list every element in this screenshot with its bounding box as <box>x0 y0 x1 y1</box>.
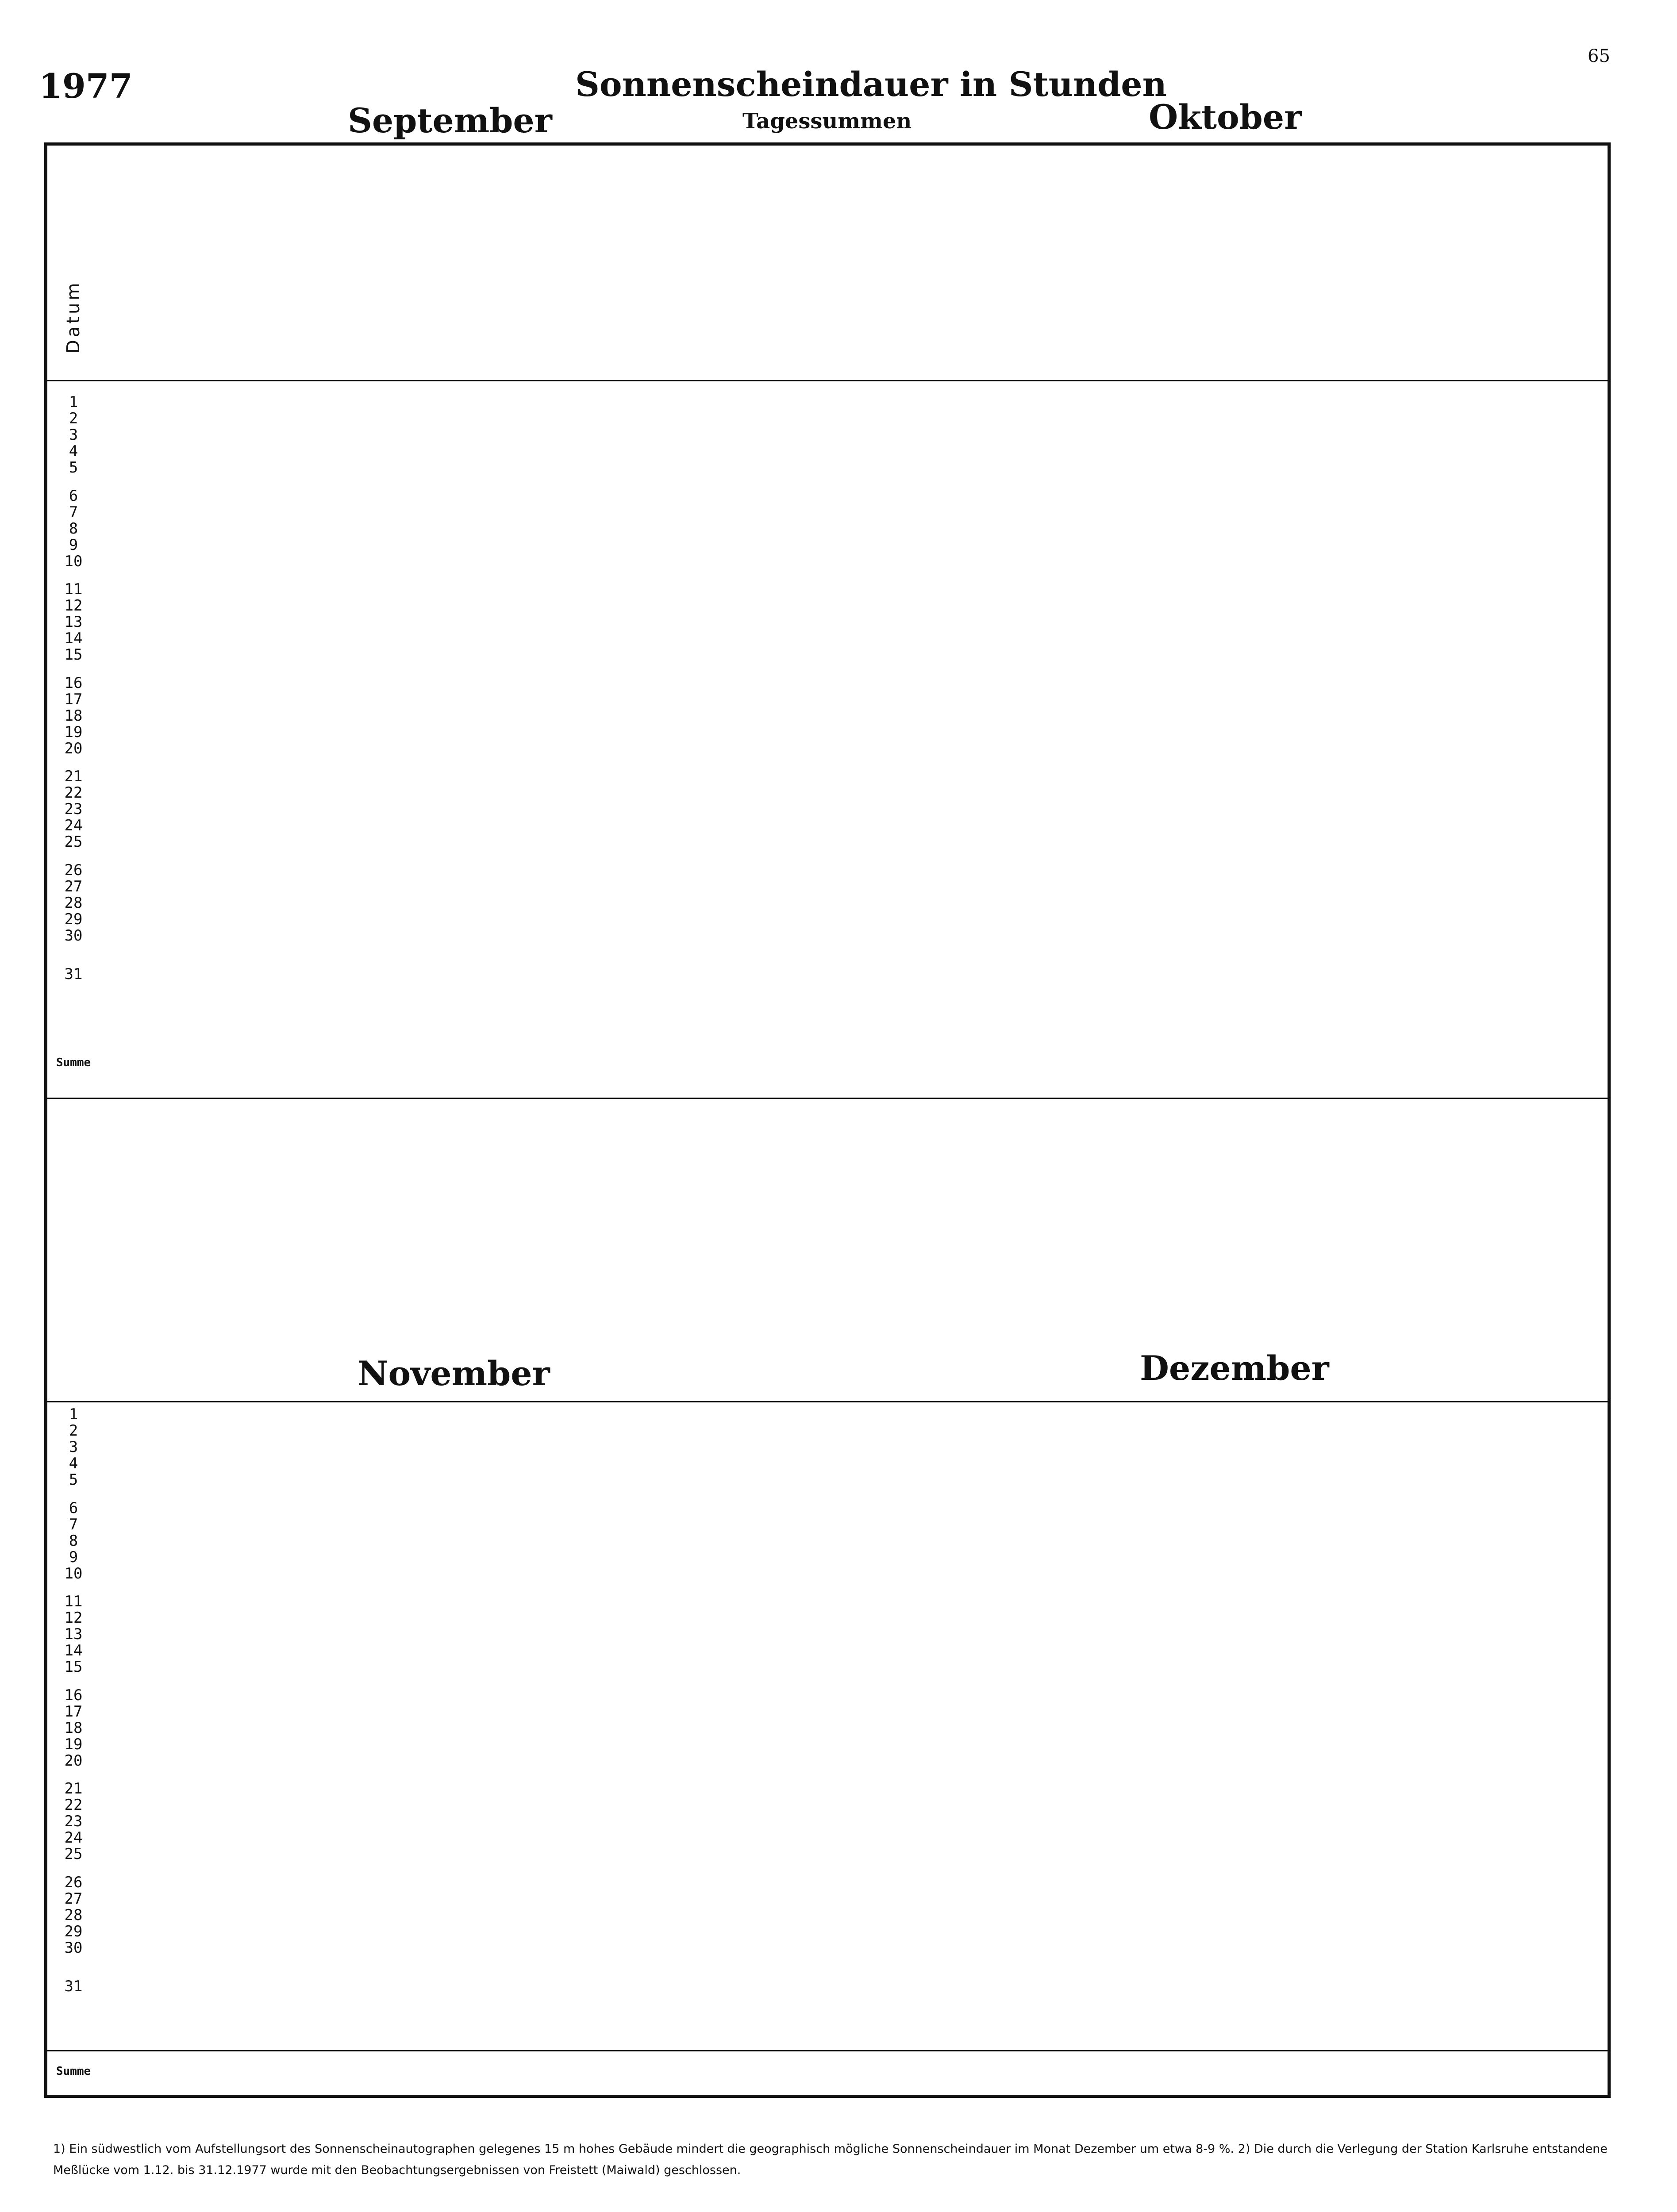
divider-line <box>47 380 1608 381</box>
date-cell: 6 <box>69 1499 78 1517</box>
date-cell: 4 <box>69 1455 78 1473</box>
date-header: Datum <box>63 280 84 353</box>
date-cell: 24 <box>64 817 83 835</box>
date-cell: 19 <box>64 723 83 741</box>
date-cell: 17 <box>64 1702 83 1720</box>
page-subtitle: Tagessummen <box>742 109 912 134</box>
divider-line <box>47 2050 1608 2051</box>
date-cell: 8 <box>69 1532 78 1550</box>
date-cell: 29 <box>64 1922 83 1940</box>
month-label-oktober: Oktober <box>1149 97 1302 137</box>
date-cell: 21 <box>64 768 83 785</box>
date-cell: 16 <box>64 674 83 692</box>
page-title: Sonnenscheindauer in Stunden <box>575 65 1167 104</box>
date-cell: 25 <box>64 833 83 851</box>
date-cell: 9 <box>69 536 78 554</box>
date-cell: 26 <box>64 861 83 879</box>
sunshine-table <box>44 142 1611 2098</box>
date-cell: 5 <box>69 459 78 477</box>
date-column <box>47 146 100 1098</box>
date-cell: 25 <box>64 1845 83 1863</box>
date-cell: 12 <box>64 1609 83 1627</box>
date-cell: 16 <box>64 1686 83 1704</box>
date-cell: 17 <box>64 690 83 708</box>
date-cell: 31 <box>64 1978 83 1995</box>
date-cell: 20 <box>64 739 83 757</box>
date-cell: 14 <box>64 1642 83 1660</box>
date-cell: 19 <box>64 1735 83 1753</box>
date-cell: 27 <box>64 877 83 895</box>
date-cell: 18 <box>64 1719 83 1737</box>
year-label: 1977 <box>39 66 133 106</box>
table-block-sep-oct <box>47 146 1608 1098</box>
date-cell: 7 <box>69 503 78 521</box>
divider-line <box>47 1401 1608 1402</box>
date-cell: 2 <box>69 410 78 428</box>
table-block-nov-dec <box>47 1401 1608 2098</box>
date-cell: 15 <box>64 646 83 664</box>
date-cell: 3 <box>69 426 78 444</box>
date-cell: 3 <box>69 1438 78 1456</box>
page-number: 65 <box>1588 46 1610 66</box>
divider-line <box>47 1098 1608 1099</box>
date-cell: 22 <box>64 1796 83 1814</box>
date-cell: 14 <box>64 630 83 648</box>
date-cell: 21 <box>64 1780 83 1797</box>
month-label-september: September <box>348 101 552 140</box>
date-cell: 4 <box>69 442 78 461</box>
month-label-november: November <box>358 1354 550 1393</box>
date-cell: 1 <box>69 393 78 411</box>
date-cell: 2 <box>69 1422 78 1440</box>
date-cell: 10 <box>64 552 83 570</box>
date-cell: 18 <box>64 707 83 725</box>
date-cell: 29 <box>64 910 83 928</box>
date-cell: 23 <box>64 800 83 818</box>
date-cell: 15 <box>64 1658 83 1676</box>
date-cell: 31 <box>64 965 83 983</box>
date-cell: 6 <box>69 487 78 505</box>
date-cell: 8 <box>69 519 78 538</box>
month-label-dezember: Dezember <box>1140 1348 1329 1388</box>
date-cell: 26 <box>64 1873 83 1891</box>
sum-label: Summe <box>56 1056 91 1069</box>
sum-label: Summe <box>56 2065 91 2078</box>
footnote-2: Meßlücke vom 1.12. bis 31.12.1977 wurde mit den Beobachtungsergebnissen von Freistett (Maiwald) geschlossen. <box>53 2163 741 2177</box>
date-cell: 5 <box>69 1471 78 1489</box>
date-cell: 9 <box>69 1548 78 1566</box>
date-column <box>47 1401 100 2098</box>
date-cell: 30 <box>64 1939 83 1957</box>
date-cell: 11 <box>64 580 83 598</box>
date-cell: 13 <box>64 613 83 631</box>
date-cell: 7 <box>69 1515 78 1533</box>
date-cell: 1 <box>69 1406 78 1423</box>
date-cell: 27 <box>64 1889 83 1908</box>
date-cell: 12 <box>64 597 83 615</box>
date-cell: 30 <box>64 926 83 945</box>
date-cell: 28 <box>64 894 83 912</box>
date-cell: 23 <box>64 1813 83 1831</box>
date-cell: 22 <box>64 784 83 802</box>
date-cell: 28 <box>64 1906 83 1924</box>
date-cell: 11 <box>64 1593 83 1610</box>
date-cell: 13 <box>64 1625 83 1644</box>
date-cell: 20 <box>64 1751 83 1770</box>
date-cell: 24 <box>64 1829 83 1847</box>
date-cell: 10 <box>64 1564 83 1582</box>
footnote-1: 1) Ein südwestlich vom Aufstellungsort des Sonnenscheinautographen gelegenes 15 m hohes Gebäude mindert die geographisch mögliche Sonnenscheindauer im Monat Dezember um etwa 8-9 %. 2) Die durch die Verlegung der Station Karlsruhe entstandene <box>53 2142 1608 2156</box>
